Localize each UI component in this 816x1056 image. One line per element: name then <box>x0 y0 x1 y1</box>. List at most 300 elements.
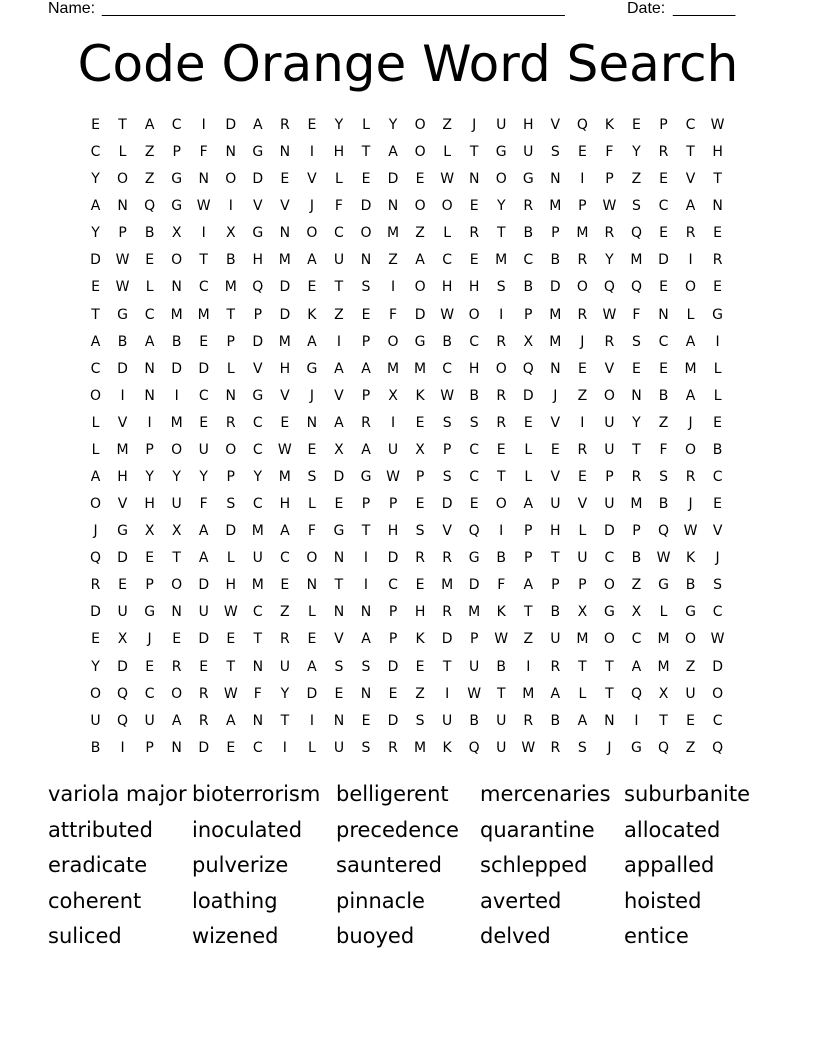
grid-letter[interactable]: Z <box>631 577 642 594</box>
grid-letter[interactable]: I <box>363 577 369 594</box>
grid-letter[interactable]: K <box>415 387 425 404</box>
grid-letter[interactable]: C <box>198 387 209 404</box>
grid-letter[interactable]: K <box>496 604 506 621</box>
grid-letter[interactable]: E <box>713 496 723 513</box>
grid-letter[interactable]: P <box>551 225 560 242</box>
grid-letter[interactable]: S <box>659 469 668 486</box>
grid-letter[interactable]: B <box>171 333 182 350</box>
grid-letter[interactable]: O <box>225 441 237 458</box>
grid-letter[interactable]: E <box>307 279 317 296</box>
grid-letter[interactable]: L <box>713 387 722 404</box>
grid-letter[interactable]: H <box>279 496 291 513</box>
grid-letter[interactable]: E <box>307 631 317 648</box>
grid-letter[interactable]: S <box>361 279 371 296</box>
grid-letter[interactable]: Z <box>685 739 696 756</box>
grid-letter[interactable]: D <box>117 658 128 675</box>
grid-letter[interactable]: R <box>442 604 452 621</box>
grid-letter[interactable]: O <box>468 306 480 323</box>
grid-letter[interactable]: B <box>550 604 561 621</box>
grid-letter[interactable]: P <box>253 306 263 323</box>
grid-letter[interactable]: A <box>361 360 371 377</box>
grid-letter[interactable]: T <box>91 306 100 323</box>
grid-letter[interactable]: R <box>171 658 182 675</box>
grid-letter[interactable]: R <box>658 144 669 161</box>
grid-letter[interactable]: S <box>632 198 641 215</box>
grid-letter[interactable]: P <box>524 306 533 323</box>
grid-letter[interactable]: R <box>631 469 642 486</box>
grid-letter[interactable]: L <box>145 279 154 296</box>
grid-letter[interactable]: A <box>523 577 534 594</box>
grid-letter[interactable]: D <box>604 523 615 540</box>
grid-letter[interactable]: E <box>307 117 317 133</box>
grid-letter[interactable]: B <box>658 387 669 404</box>
grid-letter[interactable]: L <box>307 496 316 513</box>
grid-letter[interactable]: M <box>414 739 427 756</box>
grid-letter[interactable]: T <box>469 144 479 161</box>
grid-letter[interactable]: N <box>550 171 561 188</box>
grid-letter[interactable]: V <box>550 414 561 431</box>
grid-letter[interactable]: L <box>91 414 100 431</box>
grid-letter[interactable]: N <box>360 252 372 269</box>
grid-letter[interactable]: G <box>117 306 128 323</box>
grid-letter[interactable]: Q <box>522 360 534 377</box>
grid-letter[interactable]: U <box>333 252 345 269</box>
grid-letter[interactable]: D <box>225 117 237 133</box>
grid-letter[interactable]: O <box>414 144 426 161</box>
grid-letter[interactable]: R <box>523 198 534 215</box>
grid-letter[interactable]: F <box>199 496 208 513</box>
grid-letter[interactable]: C <box>252 414 263 431</box>
grid-letter[interactable]: B <box>496 550 507 567</box>
grid-letter[interactable]: W <box>440 171 455 188</box>
grid-letter[interactable]: O <box>171 577 183 594</box>
grid-letter[interactable]: C <box>252 441 263 458</box>
grid-letter[interactable]: W <box>602 198 617 215</box>
grid-letter[interactable]: C <box>604 550 615 567</box>
grid-letter[interactable]: E <box>713 225 723 242</box>
grid-letter[interactable]: X <box>388 387 398 404</box>
grid-letter[interactable]: I <box>201 117 206 133</box>
grid-letter[interactable]: C <box>90 360 101 377</box>
grid-letter[interactable]: U <box>469 658 480 675</box>
grid-letter[interactable]: U <box>685 685 696 702</box>
grid-letter[interactable]: A <box>198 550 209 567</box>
grid-letter[interactable]: P <box>605 469 614 486</box>
grid-letter[interactable]: N <box>306 577 318 594</box>
grid-letter[interactable]: W <box>386 469 400 486</box>
grid-letter[interactable]: D <box>306 685 318 702</box>
grid-letter[interactable]: N <box>333 712 345 729</box>
grid-letter[interactable]: E <box>145 252 155 269</box>
date-field-line[interactable]: _______ <box>673 0 736 17</box>
grid-letter[interactable]: E <box>415 496 425 513</box>
grid-letter[interactable]: S <box>226 496 236 513</box>
grid-letter[interactable]: N <box>279 225 291 242</box>
grid-letter[interactable]: Y <box>632 414 641 431</box>
grid-letter[interactable]: S <box>442 469 452 486</box>
grid-letter[interactable]: I <box>336 333 342 350</box>
grid-letter[interactable]: V <box>550 469 561 486</box>
grid-letter[interactable]: S <box>469 414 479 431</box>
grid-letter[interactable]: C <box>523 252 534 269</box>
grid-letter[interactable]: P <box>145 577 154 594</box>
grid-letter[interactable]: M <box>197 306 210 323</box>
grid-letter[interactable]: L <box>226 360 235 377</box>
grid-letter[interactable]: R <box>712 252 723 269</box>
grid-letter[interactable]: X <box>117 631 128 648</box>
grid-letter[interactable]: A <box>225 712 236 729</box>
grid-letter[interactable]: O <box>603 631 615 648</box>
grid-letter[interactable]: Q <box>630 685 642 702</box>
grid-letter[interactable]: V <box>685 171 696 188</box>
grid-letter[interactable]: T <box>551 550 560 567</box>
grid-letter[interactable]: P <box>605 171 614 188</box>
grid-letter[interactable]: A <box>144 117 155 133</box>
grid-letter[interactable]: Y <box>496 198 506 215</box>
grid-letter[interactable]: Q <box>468 739 480 756</box>
grid-letter[interactable]: R <box>225 414 236 431</box>
grid-letter[interactable]: M <box>278 333 291 350</box>
grid-letter[interactable]: R <box>685 225 696 242</box>
grid-letter[interactable]: B <box>523 225 534 242</box>
grid-letter[interactable]: X <box>334 441 344 458</box>
grid-letter[interactable]: Z <box>144 144 155 161</box>
grid-letter[interactable]: C <box>279 550 290 567</box>
grid-letter[interactable]: P <box>226 469 235 486</box>
grid-letter[interactable]: O <box>712 685 724 702</box>
grid-letter[interactable]: U <box>279 658 290 675</box>
grid-letter[interactable]: N <box>171 739 182 756</box>
grid-letter[interactable]: D <box>279 279 291 296</box>
grid-letter[interactable]: E <box>118 577 127 594</box>
grid-letter[interactable]: E <box>496 441 506 458</box>
grid-letter[interactable]: E <box>415 414 425 431</box>
grid-letter[interactable]: U <box>252 550 263 567</box>
grid-letter[interactable]: J <box>715 550 720 567</box>
grid-letter[interactable]: N <box>712 198 723 215</box>
grid-letter[interactable]: M <box>549 333 562 350</box>
grid-letter[interactable]: D <box>549 279 561 296</box>
grid-letter[interactable]: N <box>171 604 182 621</box>
grid-letter[interactable]: E <box>280 414 290 431</box>
grid-letter[interactable]: R <box>577 441 588 458</box>
grid-letter[interactable]: U <box>496 117 507 133</box>
grid-letter[interactable]: Z <box>280 604 290 621</box>
grid-letter[interactable]: Z <box>334 306 344 323</box>
grid-letter[interactable]: U <box>496 739 507 756</box>
grid-letter[interactable]: A <box>631 658 642 675</box>
grid-letter[interactable]: U <box>604 414 615 431</box>
grid-letter[interactable]: P <box>415 469 425 486</box>
grid-letter[interactable]: S <box>577 739 587 756</box>
grid-letter[interactable]: X <box>415 441 425 458</box>
grid-letter[interactable]: C <box>469 333 480 350</box>
grid-letter[interactable]: U <box>604 441 615 458</box>
grid-letter[interactable]: T <box>496 225 506 242</box>
grid-letter[interactable]: P <box>118 225 127 242</box>
grid-letter[interactable]: D <box>441 496 453 513</box>
grid-letter[interactable]: Q <box>630 279 642 296</box>
grid-letter[interactable]: M <box>657 631 670 648</box>
grid-letter[interactable]: F <box>307 523 316 540</box>
grid-letter[interactable]: T <box>578 658 587 675</box>
grid-letter[interactable]: D <box>117 360 128 377</box>
grid-letter[interactable]: C <box>658 198 669 215</box>
grid-letter[interactable]: G <box>414 333 426 350</box>
grid-letter[interactable]: V <box>280 387 290 404</box>
grid-letter[interactable]: A <box>307 252 317 269</box>
grid-letter[interactable]: G <box>171 198 183 215</box>
grid-letter[interactable]: C <box>631 631 642 648</box>
grid-letter[interactable]: U <box>117 604 128 621</box>
grid-letter[interactable]: C <box>252 604 263 621</box>
grid-letter[interactable]: I <box>309 144 314 161</box>
grid-letter[interactable]: O <box>603 387 615 404</box>
grid-letter[interactable]: S <box>361 739 371 756</box>
grid-letter[interactable]: T <box>199 252 208 269</box>
grid-letter[interactable]: Q <box>657 739 670 756</box>
grid-letter[interactable]: A <box>361 441 371 458</box>
grid-letter[interactable]: G <box>171 171 183 188</box>
grid-letter[interactable]: A <box>685 387 696 404</box>
grid-letter[interactable]: H <box>468 360 480 377</box>
grid-letter[interactable]: L <box>335 171 343 188</box>
grid-letter[interactable]: J <box>309 198 314 215</box>
grid-letter[interactable]: D <box>333 469 345 486</box>
grid-letter[interactable]: H <box>441 279 453 296</box>
grid-letter[interactable]: J <box>93 523 98 540</box>
grid-letter[interactable]: D <box>522 387 534 404</box>
grid-letter[interactable]: E <box>280 171 290 188</box>
grid-letter[interactable]: S <box>361 658 371 675</box>
grid-letter[interactable]: W <box>602 306 617 323</box>
grid-letter[interactable]: E <box>550 441 560 458</box>
grid-letter[interactable]: A <box>685 333 696 350</box>
grid-letter[interactable]: B <box>225 252 236 269</box>
grid-letter[interactable]: L <box>307 739 316 756</box>
grid-letter[interactable]: R <box>685 469 696 486</box>
grid-letter[interactable]: P <box>172 144 181 161</box>
grid-letter[interactable]: N <box>225 144 236 161</box>
grid-letter[interactable]: O <box>685 441 697 458</box>
grid-letter[interactable]: L <box>443 144 452 161</box>
grid-letter[interactable]: D <box>90 604 101 621</box>
grid-letter[interactable]: V <box>577 496 588 513</box>
grid-letter[interactable]: M <box>386 360 400 377</box>
grid-letter[interactable]: N <box>658 306 669 323</box>
grid-letter[interactable]: H <box>712 144 723 161</box>
grid-letter[interactable]: H <box>117 469 128 486</box>
grid-letter[interactable]: E <box>307 441 317 458</box>
grid-letter[interactable]: E <box>713 414 723 431</box>
grid-letter[interactable]: C <box>144 685 155 702</box>
grid-letter[interactable]: P <box>145 739 154 756</box>
grid-letter[interactable]: O <box>225 171 237 188</box>
grid-letter[interactable]: A <box>388 144 398 161</box>
grid-letter[interactable]: E <box>577 469 587 486</box>
grid-letter[interactable]: Q <box>468 523 480 540</box>
grid-letter[interactable]: V <box>550 117 561 133</box>
grid-letter[interactable]: W <box>521 739 536 756</box>
grid-letter[interactable]: E <box>199 658 209 675</box>
grid-letter[interactable]: R <box>469 225 480 242</box>
grid-letter[interactable]: Y <box>91 658 100 675</box>
grid-letter[interactable]: E <box>226 631 236 648</box>
grid-letter[interactable]: I <box>309 712 314 729</box>
grid-letter[interactable]: W <box>277 441 292 458</box>
grid-letter[interactable]: R <box>550 658 561 675</box>
grid-letter[interactable]: A <box>550 685 561 702</box>
grid-letter[interactable]: T <box>361 523 371 540</box>
grid-letter[interactable]: A <box>334 414 344 431</box>
grid-letter[interactable]: H <box>387 523 399 540</box>
grid-letter[interactable]: M <box>549 198 562 215</box>
grid-letter[interactable]: A <box>307 333 317 350</box>
grid-letter[interactable]: P <box>578 577 587 594</box>
grid-letter[interactable]: E <box>659 225 668 242</box>
grid-letter[interactable]: G <box>333 523 345 540</box>
grid-letter[interactable]: A <box>685 198 696 215</box>
grid-letter[interactable]: H <box>252 252 264 269</box>
grid-letter[interactable]: U <box>198 604 209 621</box>
grid-letter[interactable]: Z <box>388 252 398 269</box>
grid-letter[interactable]: L <box>118 144 127 161</box>
grid-letter[interactable]: O <box>495 360 507 377</box>
grid-letter[interactable]: X <box>171 225 182 242</box>
grid-letter[interactable]: V <box>117 414 128 431</box>
grid-letter[interactable]: E <box>91 279 100 296</box>
grid-letter[interactable]: T <box>632 441 641 458</box>
grid-letter[interactable]: M <box>278 469 291 486</box>
grid-letter[interactable]: T <box>605 685 614 702</box>
grid-letter[interactable]: N <box>333 604 345 621</box>
grid-letter[interactable]: Q <box>712 739 724 756</box>
grid-letter[interactable]: P <box>388 631 398 648</box>
grid-letter[interactable]: R <box>415 550 425 567</box>
grid-letter[interactable]: C <box>252 739 263 756</box>
grid-letter[interactable]: U <box>550 631 561 648</box>
grid-letter[interactable]: B <box>685 577 696 594</box>
grid-letter[interactable]: Z <box>415 225 425 242</box>
grid-letter[interactable]: U <box>496 712 507 729</box>
grid-letter[interactable]: O <box>414 279 426 296</box>
grid-letter[interactable]: V <box>442 523 452 540</box>
grid-letter[interactable]: N <box>198 171 209 188</box>
grid-letter[interactable]: B <box>442 333 452 350</box>
grid-letter[interactable]: P <box>361 333 371 350</box>
grid-letter[interactable]: W <box>710 631 725 648</box>
grid-letter[interactable]: I <box>499 523 504 540</box>
grid-letter[interactable]: G <box>144 604 156 621</box>
grid-letter[interactable]: H <box>414 604 426 621</box>
grid-letter[interactable]: G <box>522 171 534 188</box>
grid-letter[interactable]: Y <box>91 225 100 242</box>
grid-letter[interactable]: Q <box>630 225 642 242</box>
grid-letter[interactable]: S <box>334 658 344 675</box>
grid-letter[interactable]: F <box>199 144 208 161</box>
grid-letter[interactable]: O <box>441 198 453 215</box>
grid-letter[interactable]: M <box>576 225 589 242</box>
grid-letter[interactable]: M <box>170 414 183 431</box>
grid-letter[interactable]: Y <box>253 469 263 486</box>
grid-letter[interactable]: K <box>307 306 317 323</box>
grid-letter[interactable]: N <box>333 550 345 567</box>
grid-letter[interactable]: C <box>198 279 209 296</box>
grid-letter[interactable]: M <box>630 496 643 513</box>
grid-letter[interactable]: N <box>604 712 615 729</box>
grid-letter[interactable]: Z <box>144 171 155 188</box>
grid-letter[interactable]: I <box>120 387 125 404</box>
grid-letter[interactable]: D <box>441 631 453 648</box>
grid-letter[interactable]: T <box>226 306 236 323</box>
grid-letter[interactable]: M <box>251 523 264 540</box>
grid-letter[interactable]: D <box>198 577 210 594</box>
grid-letter[interactable]: E <box>145 658 155 675</box>
grid-letter[interactable]: K <box>442 739 452 756</box>
grid-letter[interactable]: R <box>523 712 534 729</box>
grid-letter[interactable]: I <box>363 550 369 567</box>
grid-letter[interactable]: O <box>90 685 102 702</box>
grid-letter[interactable]: G <box>468 550 480 567</box>
grid-letter[interactable]: U <box>90 712 101 729</box>
grid-letter[interactable]: A <box>523 496 534 513</box>
grid-letter[interactable]: G <box>252 387 264 404</box>
grid-letter[interactable]: B <box>523 279 534 296</box>
grid-letter[interactable]: D <box>468 577 480 594</box>
grid-letter[interactable]: U <box>198 441 209 458</box>
grid-letter[interactable]: Y <box>172 469 181 486</box>
grid-letter[interactable]: D <box>198 739 210 756</box>
grid-letter[interactable]: S <box>632 333 641 350</box>
grid-letter[interactable]: M <box>576 631 589 648</box>
grid-letter[interactable]: Q <box>657 523 670 540</box>
grid-letter[interactable]: T <box>172 550 181 567</box>
grid-letter[interactable]: A <box>415 252 425 269</box>
grid-letter[interactable]: L <box>578 685 587 702</box>
grid-letter[interactable]: B <box>117 333 128 350</box>
grid-letter[interactable]: L <box>578 523 587 540</box>
grid-letter[interactable]: C <box>469 469 480 486</box>
grid-letter[interactable]: P <box>524 523 533 540</box>
grid-letter[interactable]: T <box>496 469 506 486</box>
grid-letter[interactable]: E <box>388 685 398 702</box>
grid-letter[interactable]: R <box>496 387 507 404</box>
grid-letter[interactable]: R <box>198 712 209 729</box>
grid-letter[interactable]: T <box>713 171 722 188</box>
grid-letter[interactable]: E <box>199 333 209 350</box>
grid-letter[interactable]: E <box>659 171 668 188</box>
grid-letter[interactable]: W <box>223 604 238 621</box>
grid-letter[interactable]: M <box>386 225 400 242</box>
grid-letter[interactable]: E <box>361 712 371 729</box>
grid-letter[interactable]: D <box>387 658 399 675</box>
grid-letter[interactable]: M <box>278 252 291 269</box>
grid-letter[interactable]: T <box>334 279 344 296</box>
grid-letter[interactable]: J <box>472 117 477 133</box>
grid-letter[interactable]: E <box>361 306 371 323</box>
grid-letter[interactable]: N <box>550 360 561 377</box>
grid-letter[interactable]: M <box>441 577 454 594</box>
grid-letter[interactable]: F <box>253 685 262 702</box>
grid-letter[interactable]: T <box>442 658 452 675</box>
grid-letter[interactable]: O <box>90 387 102 404</box>
grid-letter[interactable]: D <box>225 523 237 540</box>
grid-letter[interactable]: B <box>550 252 561 269</box>
grid-letter[interactable]: O <box>171 441 183 458</box>
grid-letter[interactable]: S <box>415 712 425 729</box>
grid-letter[interactable]: H <box>468 279 480 296</box>
grid-letter[interactable]: L <box>686 306 695 323</box>
